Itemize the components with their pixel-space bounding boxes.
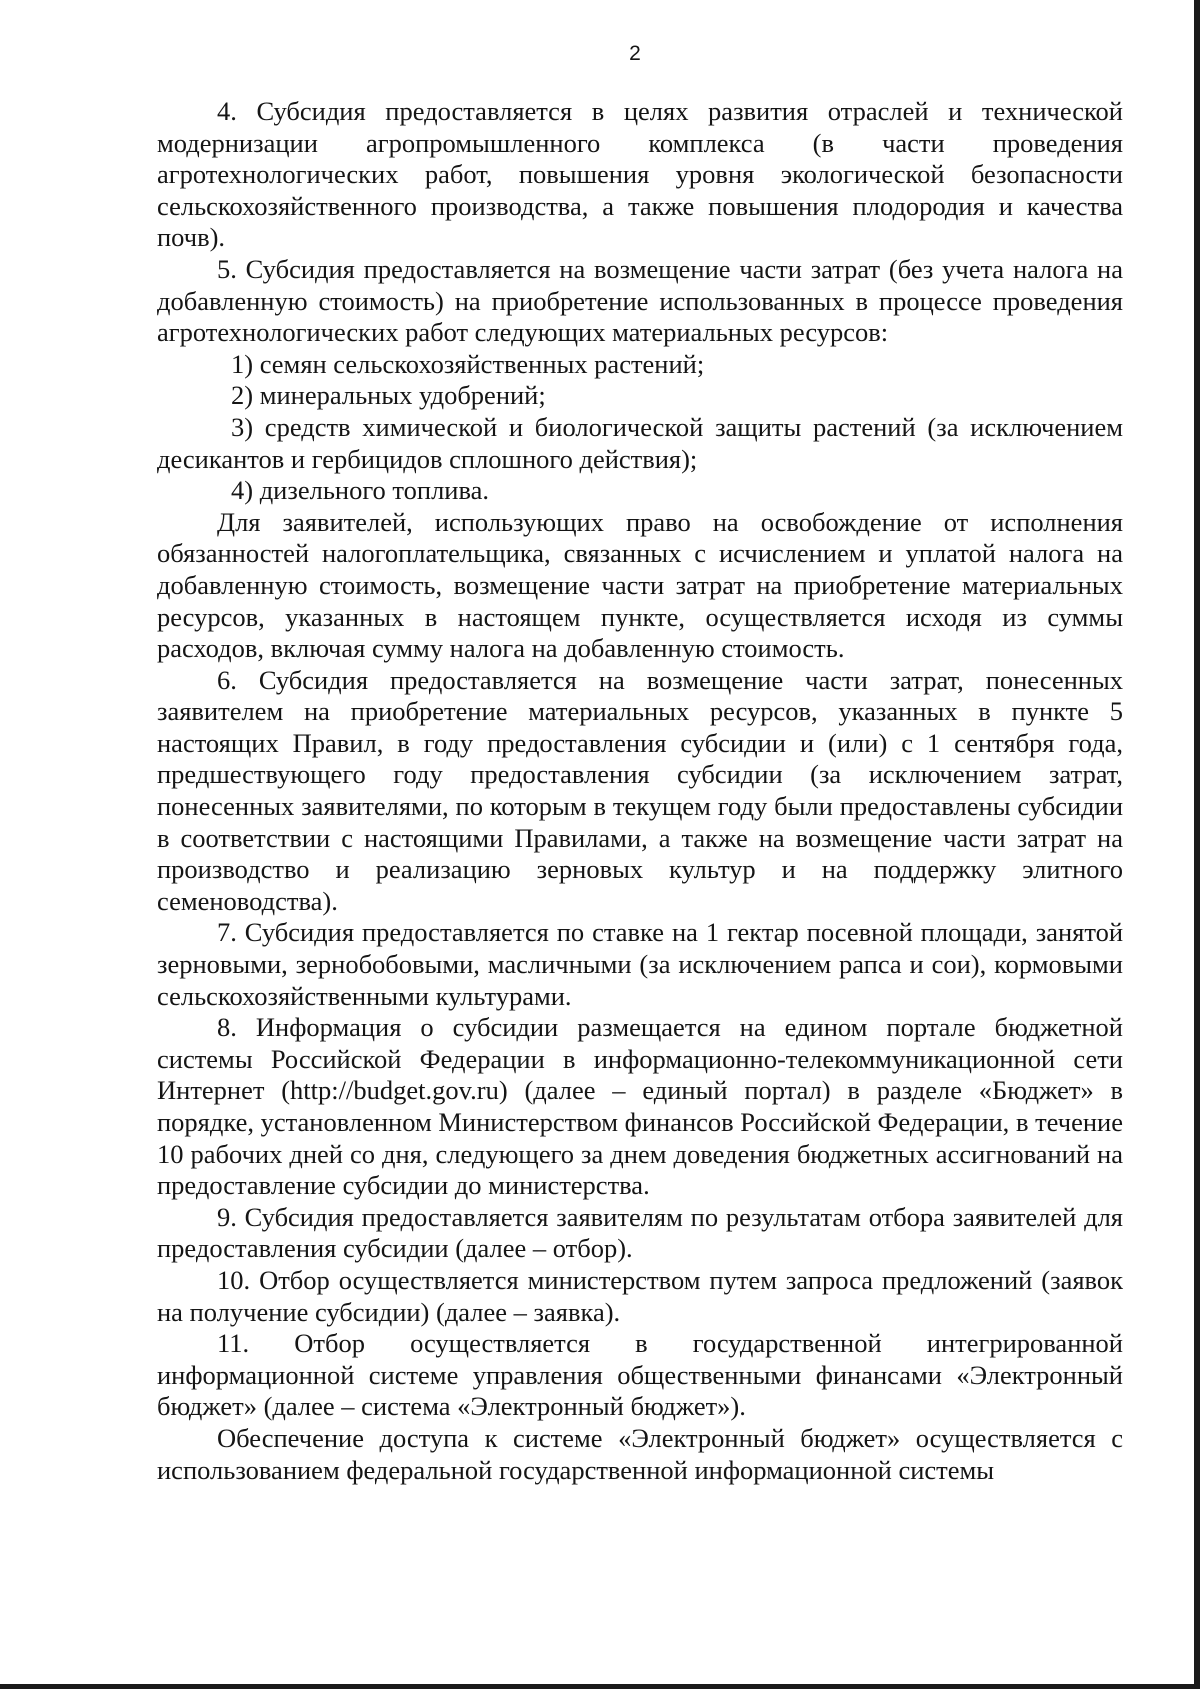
list-item-plant-protection: 3) средств химической и биологической защиты растений (за исключением десикантов и гербицидов сплошного действия);	[157, 411, 1123, 474]
list-item-fertilizers: 2) минеральных удобрений;	[231, 380, 546, 411]
paragraph-access: Обеспечение доступа к системе «Электронный бюджет» осуществляется с использованием федеральной государственной информационной системы	[157, 1422, 1123, 1485]
paragraph-item-5: 5. Субсидия предоставляется на возмещение части затрат (без учета налога на добавленную стоимость) на приобретение использованных в процессе проведения агротехнологических работ следующих материальных ресурсов:	[157, 253, 1123, 348]
paragraph-item-11: 11. Отбор осуществляется в государственной интегрированной информационной системе управления общественными финансами «Электронный бюджет» (далее – система «Электронный бюджет»).	[157, 1328, 1123, 1422]
paragraph-item-4: 4. Субсидия предоставляется в целях развития отраслей и технической модернизации агропромышленного комплекса (в части проведения агротехнологических работ, повышения уровня экологической безопасности сельскохозяйственного производства, а также повышения плодородия и качества почв).	[157, 96, 1123, 253]
document-body	[157, 96, 1123, 1486]
paragraph-item-9: 9. Субсидия предоставляется заявителям по результатам отбора заявителей для предоставления субсидии (далее – отбор).	[157, 1201, 1123, 1264]
list-item-seeds: 1) семян сельскохозяйственных растений;	[231, 348, 705, 379]
paragraph-vat-exemption: Для заявителей, использующих право на освобождение от исполнения обязанностей налогоплательщика, связанных с исчислением и уплатой налога на добавленную стоимость, возмещение части затрат на приобретение материальных ресурсов, указанных в настоящем пункте, осуществляется исходя из суммы расходов, включая сумму налога на добавленную стоимость.	[157, 506, 1123, 664]
paragraph-item-6: 6. Субсидия предоставляется на возмещение части затрат, понесенных заявителем на приобретение материальных ресурсов, указанных в пункте 5 настоящих Правил, в году предоставления субсидии и (или) с 1 сентября года, предшествующего году предоставления субсидии (за исключением затрат, понесенных заявителями, по которым в текущем году были предоставлены субсидии в соответствии с настоящими Правилами, а также на возмещение части затрат на производство и реализацию зерновых культур и на поддержку элитного семеноводства).	[157, 664, 1123, 916]
paragraph-item-8: 8. Информация о субсидии размещается на едином портале бюджетной системы Российской Федерации в информационно-телекоммуникационной сети Интернет (http://budget.gov.ru) (далее – единый портал) в разделе «Бюджет» в порядке, установленном Министерством финансов Российской Федерации, в течение 10 рабочих дней со дня, следующего за днем доведения бюджетных ассигнований на предоставление субсидии до министерства.	[157, 1012, 1123, 1201]
scan-border-bottom	[0, 1684, 1200, 1689]
page-number: 2	[629, 42, 641, 65]
list-item-diesel: 4) дизельного топлива.	[231, 475, 490, 506]
paragraph-item-10: 10. Отбор осуществляется министерством путем запроса предложений (заявок на получение субсидии) (далее – заявка).	[157, 1264, 1123, 1327]
paragraph-item-7: 7. Субсидия предоставляется по ставке на 1 гектар посевной площади, занятой зерновыми, зернобобовыми, масличными (за исключением рапса и сои), кормовыми сельскохозяйственными культурами.	[157, 917, 1123, 1011]
scan-border-right	[1194, 0, 1200, 1689]
